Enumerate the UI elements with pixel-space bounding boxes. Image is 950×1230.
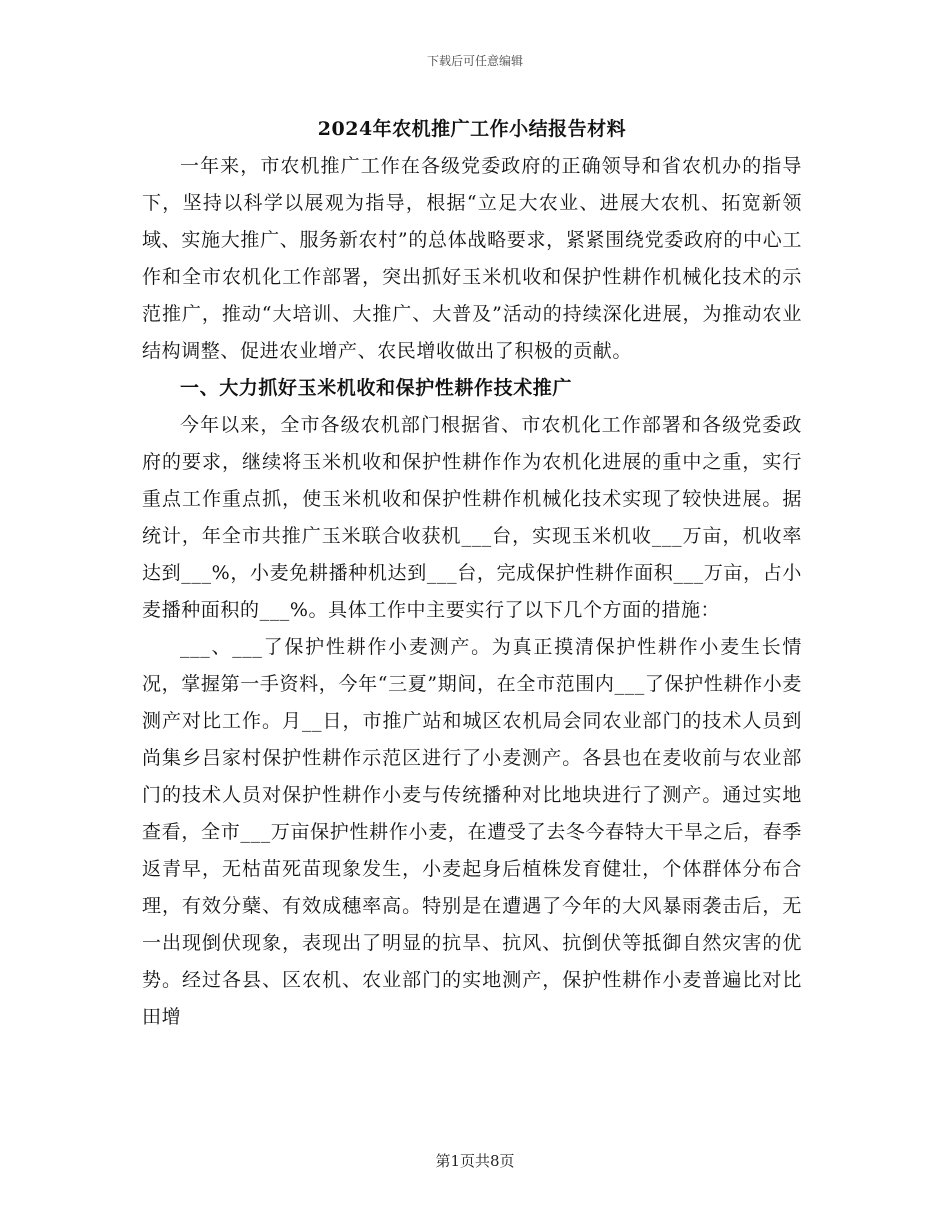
page-header-note: 下载后可任意编辑 bbox=[426, 54, 523, 68]
intro-paragraph: 一年来，市农机推广工作在各级党委政府的正确领导和省农机办的指导下，坚持以科学以展观为指导，根据“立足大农业、进展大农机、拓宽新领域、实施大推广、服务新农村”的总体战略要求，紧紧围绕党委政府的中心工作和全市农机化工作部署，突出抓好玉米机收和保护性耕作机械化技术的示范推广，推动“大培训、大推广、大普及”活动的持续深化进展，为推动农业结构调整、促进农业增产、农民增收做出了积极的贡献。 bbox=[142, 155, 802, 362]
section-1-paragraph-1: 今年以来，全市各级农机部门根据省、市农机化工作部署和各级党委政府的要求，继续将玉米机收和保护性耕作作为农机化进展的重中之重，实行重点工作重点抓，使玉米机收和保护性耕作机械化技术实现了较快进展。据统计，年全市共推广玉米联合收获机___台，实现玉米机收___万亩，机收率达到___%，小麦免耕播种机达到___台，完成保护性耕作面积___万亩，占小麦播种面积的___%。具体工作中主要实行了以下几个方面的措施： bbox=[142, 414, 802, 621]
section-1-paragraph-2: ___、___了保护性耕作小麦测产。为真正摸清保护性耕作小麦生长情况，掌握第一手资料，今年“三夏”期间，在全市范围内___了保护性耕作小麦测产对比工作。月__日，市推广站和城区农机局会同农业部门的技术人员到尚集乡吕家村保护性耕作示范区进行了小麦测产。各县也在麦收前与农业部门的技术人员对保护性耕作小麦与传统播种对比地块进行了测产。通过实地查看，全市___万亩保护性耕作小麦，在遭受了去冬今春特大干旱之后，春季返青早，无枯苗死苗现象发生，小麦起身后植株发育健壮，个体群体分布合理，有效分蘖、有效成穗率高。特别是在遭遇了今年的大风暴雨袭击后，无一出现倒伏现象，表现出了明显的抗旱、抗风、抗倒伏等抵御自然灾害的优势。经过各县、区农机、农业部门的实地测产，保护性耕作小麦普遍比对比田增 bbox=[142, 636, 802, 1028]
document-body bbox=[142, 110, 802, 1036]
section-heading-1: 一、大力抓好玉米机收和保护性耕作技术推广 bbox=[180, 377, 573, 399]
document-title: 2024年农机推广工作小结报告材料 bbox=[317, 118, 627, 140]
page-footer-number: 第1页共8页 bbox=[435, 1152, 515, 1170]
